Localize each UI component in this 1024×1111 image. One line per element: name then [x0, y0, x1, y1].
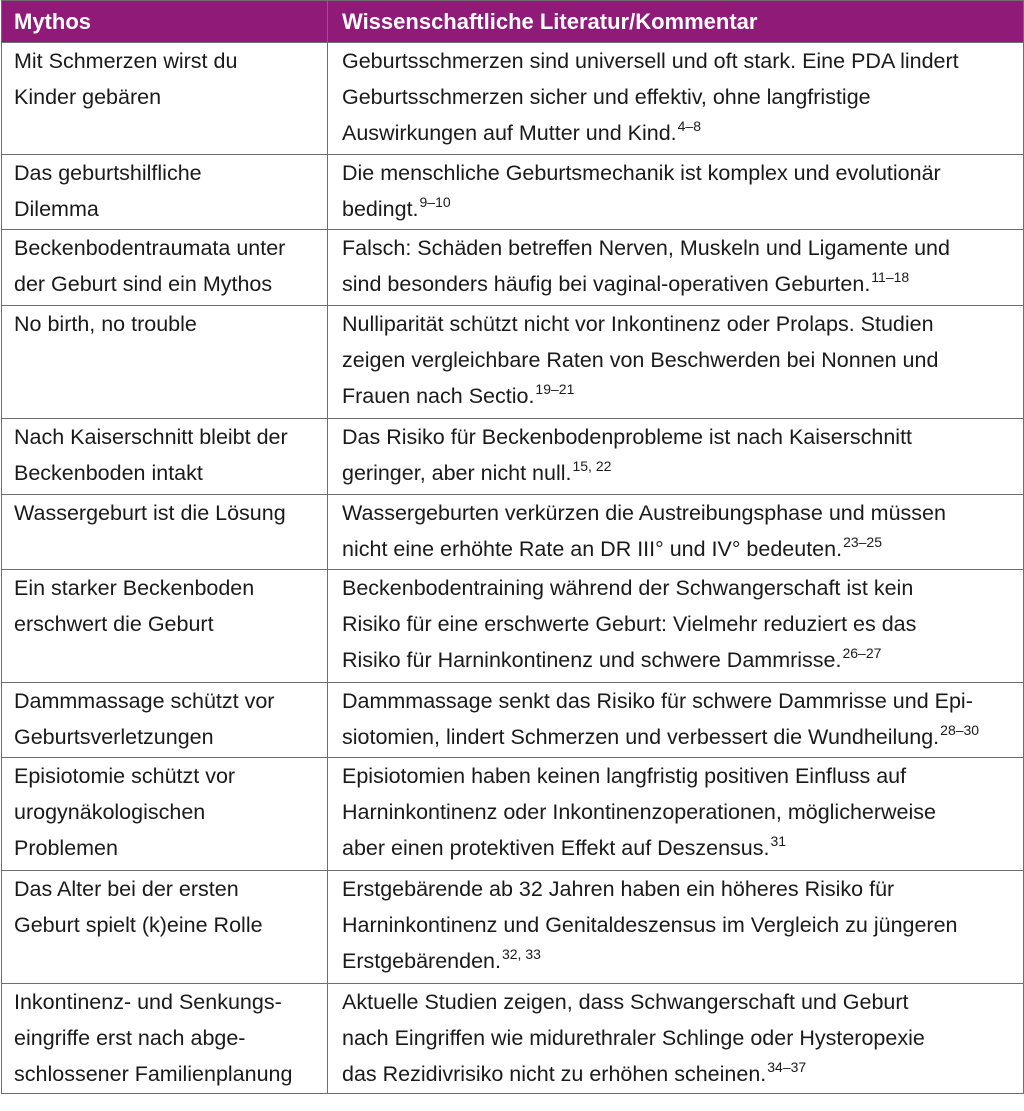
literature-line: das Rezidivrisiko nicht zu erhöhen scheinen. [342, 1062, 767, 1086]
literature-line: Episiotomien haben keinen langfristig positiven Einfluss auf [342, 764, 907, 788]
myth-cell [2, 758, 328, 871]
literature-line: Risiko für Harninkontinenz und schwere Dammrisse. [342, 648, 842, 672]
header-literature: Wissenschaftliche Literatur/Kommentar [328, 1, 1024, 43]
literature-line: siotomien, lindert Schmerzen und verbessert die Wundheilung. [342, 725, 940, 749]
literature-cell [328, 306, 1024, 419]
literature-line: Erstgebärende ab 32 Jahren haben ein höheres Risiko für [342, 877, 895, 901]
myth-cell [2, 871, 328, 984]
table-row [2, 683, 1024, 758]
literature-cell [328, 984, 1024, 1094]
header-myth: Mythos [2, 1, 328, 43]
table-row [2, 871, 1024, 984]
myth-cell [2, 43, 328, 155]
literature-line: sind besonders häufig bei vaginal-operativen Geburten. [342, 272, 871, 296]
myth-line: Episiotomie schützt vor [14, 764, 236, 788]
literature-line: Dammmassage senkt das Risiko für schwere Dammrisse und Epi- [342, 689, 973, 713]
citation-superscript: 23–25 [843, 534, 883, 550]
myth-cell [2, 155, 328, 230]
literature-line: Beckenbodentraining während der Schwangerschaft ist kein [342, 576, 914, 600]
literature-line: Erstgebärenden. [342, 949, 501, 973]
literature-cell [328, 758, 1024, 871]
literature-line: Wassergeburten verkürzen die Austreibungsphase und müssen [342, 501, 946, 525]
citation-superscript: 31 [770, 833, 787, 849]
literature-cell [328, 495, 1024, 570]
header-row [2, 1, 1024, 43]
myth-line: Mit Schmerzen wirst du [14, 49, 238, 73]
table-row [2, 230, 1024, 306]
table-row [2, 984, 1024, 1094]
myth-line: Kinder gebären [14, 85, 162, 109]
literature-line: Die menschliche Geburtsmechanik ist komplex und evolutionär [342, 161, 941, 185]
myth-line: Geburtsverletzungen [14, 725, 214, 749]
citation-superscript: 15, 22 [572, 458, 612, 474]
literature-line: Geburtsschmerzen sicher und effektiv, ohne langfristige [342, 85, 871, 109]
literature-line: Frauen nach Sectio. [342, 384, 535, 408]
literature-cell [328, 419, 1024, 495]
myth-cell [2, 306, 328, 419]
citation-superscript: 19–21 [535, 381, 575, 397]
literature-line: nicht eine erhöhte Rate an DR III° und IV° bedeuten. [342, 537, 843, 561]
myth-line: Das Alter bei der ersten [14, 877, 239, 901]
citation-superscript: 4–8 [677, 118, 701, 134]
myth-cell [2, 230, 328, 306]
myth-line: Ein starker Beckenboden [14, 576, 255, 600]
myth-line: Wassergeburt ist die Lösung [14, 501, 286, 525]
table-row [2, 419, 1024, 495]
literature-cell [328, 155, 1024, 230]
citation-superscript: 9–10 [419, 194, 451, 210]
myth-line: Nach Kaiserschnitt bleibt der [14, 425, 288, 449]
literature-line: nach Eingriffen wie midurethraler Schlinge oder Hysteropexie [342, 1026, 925, 1050]
literature-cell [328, 43, 1024, 155]
myth-line: eingriffe erst nach abge- [14, 1026, 246, 1050]
literature-line: Risiko für eine erschwerte Geburt: Vielmehr reduziert es das [342, 612, 917, 636]
literature-line: Das Risiko für Beckenbodenprobleme ist nach Kaiserschnitt [342, 425, 913, 449]
literature-line: geringer, aber nicht null. [342, 461, 572, 485]
myth-cell [2, 495, 328, 570]
myth-table [1, 0, 1024, 1094]
literature-line: bedingt. [342, 197, 419, 221]
myth-line: Das geburtshilfliche [14, 161, 202, 185]
literature-line: Aktuelle Studien zeigen, dass Schwangerschaft und Geburt [342, 990, 909, 1014]
literature-cell [328, 871, 1024, 984]
myth-line: Dilemma [14, 197, 99, 221]
myth-line: No birth, no trouble [14, 312, 197, 336]
table-row [2, 758, 1024, 871]
myth-line: Geburt spielt (k)eine Rolle [14, 913, 263, 937]
literature-line: Falsch: Schäden betreffen Nerven, Muskeln und Ligamente und [342, 236, 950, 260]
myth-line: Beckenbodentraumata unter [14, 236, 286, 260]
table-row [2, 495, 1024, 570]
literature-line: Geburtsschmerzen sind universell und oft stark. Eine PDA lindert [342, 49, 959, 73]
table-row [2, 155, 1024, 230]
table-row [2, 43, 1024, 155]
literature-line: Nulliparität schützt nicht vor Inkontinenz oder Prolaps. Studien [342, 312, 934, 336]
citation-superscript: 34–37 [767, 1059, 807, 1075]
myth-cell [2, 984, 328, 1094]
myth-line: urogynäkologischen [14, 800, 206, 824]
myth-cell [2, 419, 328, 495]
literature-cell [328, 683, 1024, 758]
citation-superscript: 32, 33 [501, 946, 541, 962]
myth-line: Problemen [14, 836, 118, 860]
myth-line: Inkontinenz- und Senkungs- [14, 990, 282, 1014]
literature-cell [328, 570, 1024, 683]
table-row [2, 570, 1024, 683]
myth-line: erschwert die Geburt [14, 612, 214, 636]
literature-cell [328, 230, 1024, 306]
citation-superscript: 11–18 [871, 269, 910, 285]
citation-superscript: 28–30 [940, 722, 980, 738]
literature-line: aber einen protektiven Effekt auf Deszensus. [342, 836, 770, 860]
myth-line: der Geburt sind ein Mythos [14, 272, 273, 296]
myth-line: Beckenboden intakt [14, 461, 203, 485]
literature-line: Auswirkungen auf Mutter und Kind. [342, 121, 677, 145]
table-row [2, 306, 1024, 419]
myth-line: Dammmassage schützt vor [14, 689, 275, 713]
table-body [2, 43, 1024, 1094]
citation-superscript: 26–27 [842, 645, 882, 661]
myth-line: schlossener Familienplanung [14, 1062, 293, 1086]
literature-line: Harninkontinenz und Genitaldeszensus im Vergleich zu jüngeren [342, 913, 958, 937]
literature-line: Harninkontinenz oder Inkontinenzoperationen, möglicherweise [342, 800, 937, 824]
myth-cell [2, 683, 328, 758]
myth-cell [2, 570, 328, 683]
literature-line: zeigen vergleichbare Raten von Beschwerden bei Nonnen und [342, 348, 939, 372]
